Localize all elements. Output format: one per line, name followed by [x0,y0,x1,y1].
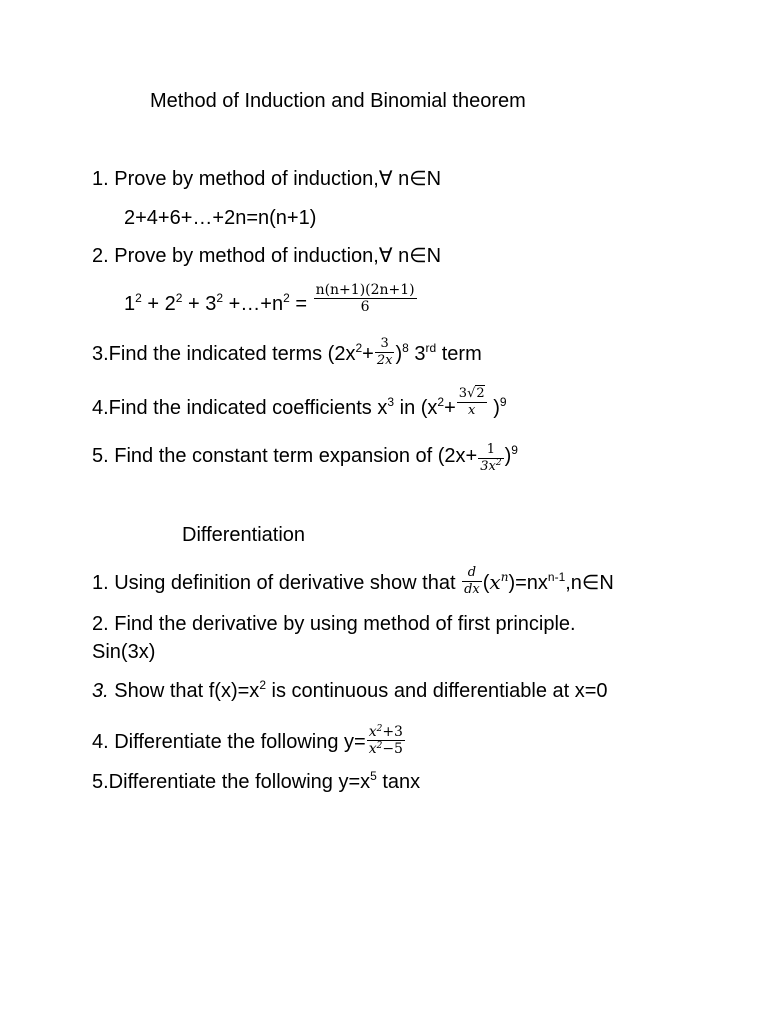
q3-suffix: term [436,342,482,365]
q3-sup: 2 [355,340,363,355]
dq5-sup: 5 [370,769,377,783]
dq4-fraction [367,724,405,757]
dq1-xexp: n [500,569,509,584]
fraction-denominator: x [468,403,476,418]
sqrt-symbol: √ [467,386,476,401]
q3-exp: 8 [402,340,409,355]
q4-fraction [457,386,487,419]
fraction-numerator: d [462,565,482,582]
fraction-numerator: 1 [478,442,503,459]
q3-ordinal: rd [425,340,437,355]
q4-plus: + [444,396,456,419]
fraction-numerator: n(n+1)(2n+1) [315,282,415,298]
lhs-sup: 2 [283,290,290,305]
fraction-numerator: 3 [375,336,395,353]
question-2-formula [124,282,418,321]
q4-exp: 9 [499,394,507,409]
diff-question-1 [92,567,614,600]
fraction-denominator: $x^2-5$ [368,741,403,757]
diff-question-4 [92,726,406,759]
q5-exp: 9 [511,442,518,457]
q3-plus: + [362,342,374,365]
q4-sup: 3 [387,394,395,409]
differentiation-heading: Differentiation [182,524,306,546]
q4-close: ) [487,396,500,419]
page-title: Method of Induction and Binomial theorem [150,90,526,112]
sum-squares-fraction [314,282,417,315]
q5-fraction [478,442,503,475]
dq3-number: 3. [92,680,109,702]
fraction-denominator: 6 [360,299,370,315]
q3-fraction [375,336,395,369]
fraction-denominator: 2x [376,353,393,368]
diff-question-5 [92,770,420,794]
q3-mid: 3 [408,342,426,365]
q5-close: ) [504,444,512,467]
dq3-text: Show that f(x)=x [108,680,260,702]
dq1-x: x [489,569,501,594]
diff-question-2-expr: Sin(3x) [92,641,156,663]
dq1-paren: ( [482,571,490,594]
dq5-suffix: tanx [376,771,421,793]
question-3 [92,338,482,371]
question-5 [92,440,518,473]
question-4 [92,386,507,425]
radicand: 2 [476,386,485,401]
dq1-mid: )=nx [508,571,548,594]
fraction-denominator: dx [464,582,480,597]
lhs-sup: 2 [216,290,224,305]
q5-prefix: 5. Find the constant term expansion of (2x+ [92,444,478,467]
dq1-suffix: ,n∈N [565,571,614,594]
question-1-formula: 2+4+6+…+2n=n(n+1) [124,207,317,229]
q4-sup: 2 [437,394,445,409]
lhs-part: + 2 [141,292,176,315]
diff-question-3 [92,679,608,703]
dq5-prefix: 5.Differentiate the following y=x [92,771,371,793]
lhs-part: 1 [124,292,136,315]
diff-question-2: 2. Find the derivative by using method of first principle. [92,613,576,635]
dq1-prefix: 1. Using definition of derivative show that [92,571,462,594]
lhs-part: = [289,292,313,315]
lhs-part: +…+n [223,292,284,315]
q4-prefix: 4.Find the indicated coefficients x [92,396,388,419]
fraction-denominator: $3x^2$ [480,458,502,474]
q4-mid: in (x [394,396,438,419]
lhs-sup: 2 [135,290,142,305]
dq1-exp: n-1 [547,569,566,584]
question-1: 1. Prove by method of induction,∀ n∈N [92,168,442,190]
q3-close: ) [395,342,403,365]
dq3-text: is continuous and differentiable at x=0 [266,680,608,702]
fraction-numerator: $x^2+3$ [368,724,403,740]
dq3-sup: 2 [259,678,266,692]
fraction-numerator [457,386,487,403]
q3-prefix: 3.Find the indicated terms (2x [92,342,356,365]
derivative-operator [462,565,482,598]
dq4-prefix: 4. Differentiate the following y= [92,730,366,753]
lhs-sup: 2 [175,290,183,305]
lhs-part: + 3 [182,292,217,315]
question-2: 2. Prove by method of induction,∀ n∈N [92,245,442,267]
coefficient: 3 [458,386,468,401]
